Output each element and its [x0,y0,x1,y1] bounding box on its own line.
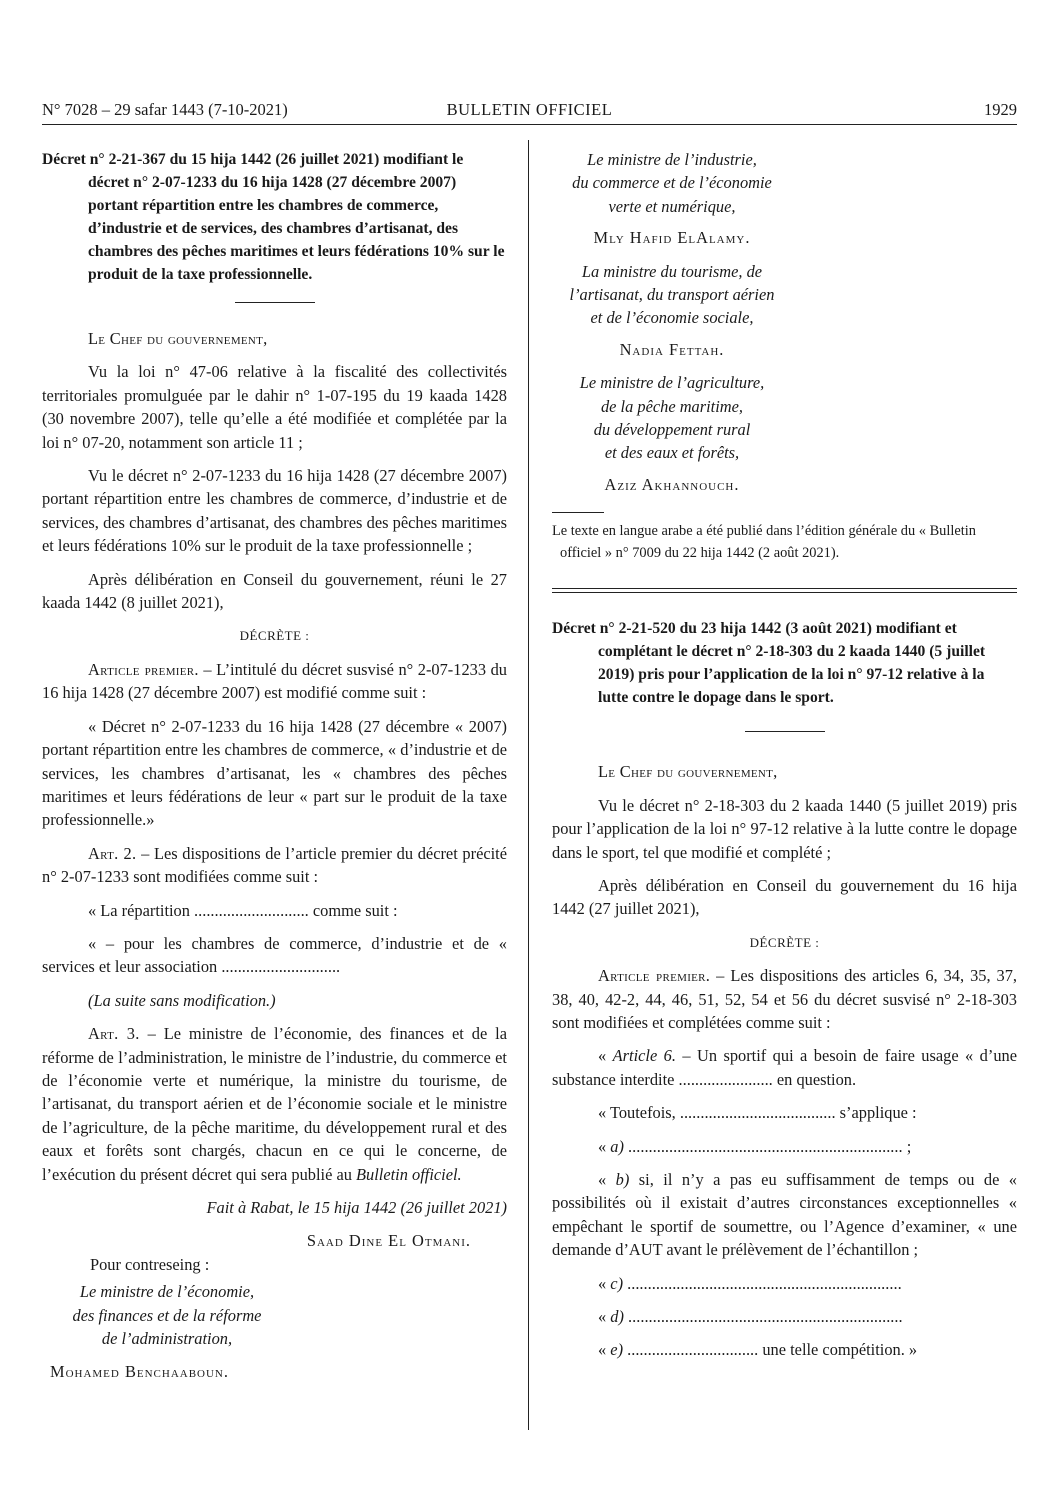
open-quote: « [598,1340,611,1360]
minister-3-line: La ministre du tourisme, de [581,261,763,281]
contreseing-label: Pour contreseing : [90,1254,210,1274]
minister-2-signature [552,148,792,496]
publication-title: BULLETIN OFFICIEL [446,100,613,119]
minister-2-name: Mly Hafid ElAlamy. [593,228,751,248]
suite-line: (La suite sans modification.) [88,990,276,1010]
article-3-text: – Le ministre de l’économie, des finances et de la réforme de l’administration, le ministre de l’industrie, du commerce et de l’économie verte et numérique, la ministre du tourisme, de l’artisanat, du transport aérien et de l’économie sociale et le ministre de l’agriculture, de la pêche maritime, du développement rural et des eaux et forêts sont chargés, chacun en ce qui le concerne, de l’exécution du présent décret qui sera publié au [42,1024,507,1184]
article-3-label: Art. 3. [88,1024,140,1044]
repartition-line: « La répartition ............................ comme suit : [88,900,398,920]
minister-4-line: Le ministre de l’agriculture, [579,373,765,393]
issue-number: N° 7028 – 29 safar 1443 (7-10-2021) [42,100,288,119]
article-1b-text: – Les dispositions des articles 6, 34, 35, 37, 38, 40, 42-2, 44, 46, 51, 52, 54 et 56 du décret susvisé n° 2-18-303 sont modifiées et complétées comme suit : [552,966,1018,1032]
item-d [552,1305,1017,1328]
article-6-paragraph [552,1044,1017,1091]
minister-4-name: Aziz Akhannouch. [604,474,740,494]
vu-paragraph-1: Vu la loi n° 47-06 relative à la fiscalité des collectivités territoriales promulguée par le dahir n° 1-07-195 du 19 kaada 1428 (30 novembre 2007), telle qu’elle a été modifiée et complétée par la loi n° 07-20, notamment son article 11 ; [42,362,507,452]
vu-paragraph-2: Vu le décret n° 2-07-1233 du 16 hija 1428 (27 décembre 2007) portant répartition entre les chambres de commerce, d’industrie et de services, des chambres d’artisanat, des chambres des pêches maritimes et leurs fédérations 10% sur le produit de la taxe professionnelle ; [42,466,507,556]
section-double-rule [552,588,1017,593]
minister-1-signature [42,1280,292,1384]
minister-1-line: de l’administration, [101,1329,233,1349]
decree-title: Décret n° 2-21-367 du 15 hija 1442 (26 juillet 2021) modifiant le décret n° 2-07-1233 du 16 hija 1428 (27 décembre 2007) portant répartition entre les chambres de commerce, d’industrie et de services, des chambres d’artisanat, des chambres des pêches maritimes et leurs fédérations 10% sur le produit de la taxe professionnelle. [42,151,505,283]
open-quote: « [598,1307,611,1326]
item-d-dots: ................................................................... [623,1307,903,1326]
item-c [552,1272,1017,1295]
deliberation-paragraph: Après délibération en Conseil du gouvernement, réuni le 27 kaada 1442 (8 juillet 2021), [42,569,507,613]
item-c-dots: ................................................................... [623,1273,902,1293]
item-b-label: b) [615,1169,630,1189]
item-b [552,1168,1017,1262]
pour-chambres-line: « – pour les chambres de commerce, d’industrie et de « services et leur association ............................. [42,933,507,977]
vu-paragraph-3: Vu le décret n° 2-18-303 du 2 kaada 1440 (5 juillet 2019) pris pour l’application de la loi n° 97-12 relative à la lutte contre le dopage dans le sport, tel que modifié et complété ; [552,795,1017,862]
minister-1-line: des finances et de la réforme [72,1305,262,1325]
column-divider [528,140,529,1430]
header-rule [42,124,1017,125]
article-3 [42,1022,507,1186]
arabic-text-note: Le texte en langue arabe a été publié dans l’édition générale du « Bulletin officiel » n° 7009 du 22 hija 1442 (2 août 2021). [552,523,976,561]
deliberation-2-paragraph: Après délibération en Conseil du gouvernement du 16 hija 1442 (27 juillet 2021), [552,875,1017,919]
article-2 [42,842,507,889]
open-quote: « [598,1273,611,1293]
minister-1-line: Le ministre de l’économie, [79,1282,255,1302]
item-a-dots: ................................................................... ; [623,1136,912,1156]
minister-3-line: et de l’économie sociale, [590,308,754,328]
right-column [552,148,1017,1362]
decrete-heading: DÉCRÈTE : [239,628,310,644]
open-quote: « [598,1169,616,1189]
article-1b-label: Article premier. [598,966,711,986]
article-6-label: Article 6. [612,1046,676,1066]
quoted-title: « Décret n° 2-07-1233 du 16 hija 1428 (27 décembre « 2007) portant répartition entre les chambres de commerce, « d’industrie et de services, les chambres d’artisanat, les « chambres des pêches maritimes et leurs fédérations de leur « part sur le produit de la taxe professionnelle.» [42,716,507,830]
title-2-separator [745,731,825,732]
article-1 [42,658,507,705]
item-e-text: ................................ une telle compétition. » [623,1340,918,1360]
item-a [552,1135,1017,1158]
open-quote: « [598,1136,611,1156]
article-1-text: – L’intitulé du décret susvisé n° 2-07-1233 du 16 hija 1428 (27 décembre 2007) est modifié comme suit : [42,659,507,703]
signer-name: Saad Dine El Otmani. [306,1231,471,1251]
chef-heading: Le Chef du gouvernement, [88,329,268,348]
title-separator [235,302,315,303]
item-b-text: si, il n’y a pas eu suffisamment de temps ou de « possibilités où il existait d’autres circonstances exceptionnelles « empêchant le sportif de soumettre, ou l’Agence d’examiner, « une demande d’AUT avant le prélèvement de l’échantillon ; [552,1169,1017,1260]
item-a-label: a) [610,1136,624,1156]
minister-4-line: et des eaux et forêts, [604,443,740,463]
page-header [42,100,1017,124]
item-e-label: e) [610,1340,624,1360]
minister-3-name: Nadia Fettah. [619,339,725,359]
minister-2-line: Le ministre de l’industrie, [587,150,757,169]
open-quote: « [598,1046,613,1066]
item-c-label: c) [610,1273,624,1293]
article-6-text: – Un sportif qui a besoin de faire usage « d’une substance interdite ....................... en question. [552,1046,1017,1089]
minister-3-line: l’artisanat, du transport aérien [569,285,775,305]
minister-1-name: Mohamed Benchaaboun. [50,1362,229,1382]
toutefois-line: « Toutefois, ...................................... s’applique : [598,1103,917,1123]
article-1-label: Article premier. [88,659,199,679]
left-column [42,148,507,1384]
fait-line: Fait à Rabat, le 15 hija 1442 (26 juillet 2021) [206,1198,507,1217]
article-1b [552,964,1017,1034]
item-d-label: d) [610,1307,624,1326]
article-3-bulletin: Bulletin officiel. [356,1164,462,1184]
minister-4-line: de la pêche maritime, [600,396,743,416]
minister-4-line: du développement rural [593,420,751,440]
article-2-label: Art. 2. [88,843,137,863]
minister-2-line: verte et numérique, [608,196,736,216]
note-rule [552,512,604,513]
item-e [552,1338,1017,1361]
decrete-2-heading: DÉCRÈTE : [749,934,820,950]
page-number: 1929 [984,100,1017,119]
chef-2-heading: Le Chef du gouvernement, [598,762,778,782]
minister-2-line: du commerce et de l’économie [572,173,772,193]
article-2-text: – Les dispositions de l’article premier du décret précité n° 2-07-1233 sont modifiées comme suit : [42,843,508,887]
decree-2-title: Décret n° 2-21-520 du 23 hija 1442 (3 août 2021) modifiant et complétant le décret n° 2-18-303 du 2 kaada 1440 (5 juillet 2019) pris pour l’application de la loi n° 97-12 relative à la lutte contre le dopage dans le sport. [552,620,986,707]
